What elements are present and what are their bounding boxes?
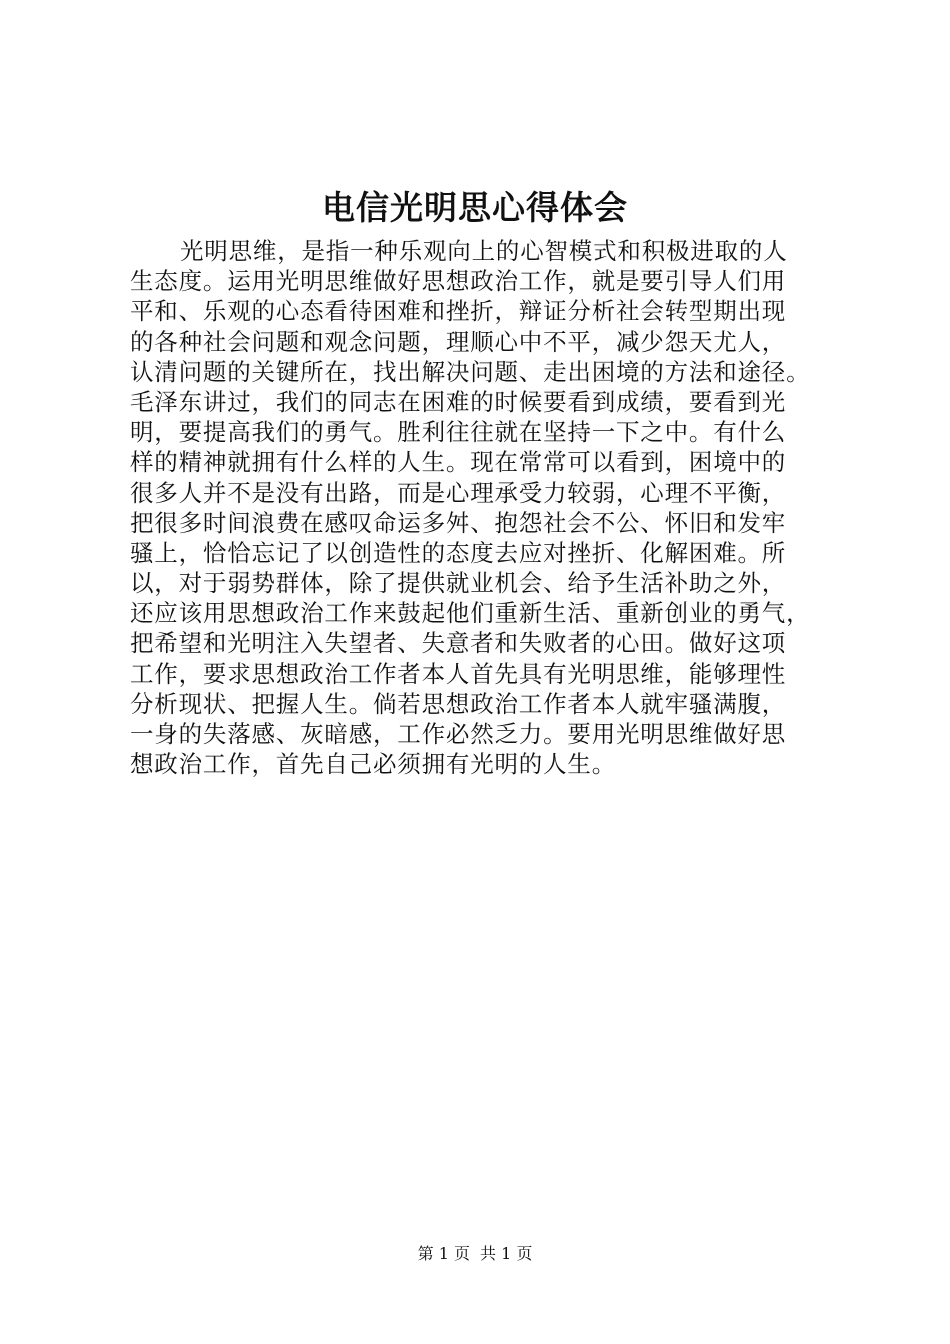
body-line: 还应该用思想政治工作来鼓起他们重新生活、重新创业的勇气， [130,599,811,628]
body-line: 平和、乐观的心态看待困难和挫折，辩证分析社会转型期出现 [130,297,787,326]
body-line: 骚上，恰恰忘记了以创造性的态度去应对挫折、化解困难。所 [130,538,787,567]
body-line: 把很多时间浪费在感叹命运多舛、抱怨社会不公、怀旧和发牢 [130,508,787,537]
body-line: 的各种社会问题和观念问题，理顺心中不平，减少怨天尤人， [130,327,787,356]
body-line: 光明思维，是指一种乐观向上的心智模式和积极进取的人 [180,237,788,265]
body-line: 毛泽东讲过，我们的同志在困难的时候要看到成绩，要看到光 [130,387,787,416]
body-line: 样的精神就拥有什么样的人生。现在常常可以看到，困境中的 [130,448,787,477]
body-line: 一身的失落感、灰暗感，工作必然乏力。要用光明思维做好思 [130,720,787,748]
body-line: 工作，要求思想政治工作者本人首先具有光明思维，能够理性 [130,659,787,688]
document-title: 电信光明思心得体会 [322,188,628,227]
page-total: 共 1 页 [480,1244,533,1263]
body-line: 以，对于弱势群体，除了提供就业机会、给予生活补助之外， [130,569,787,598]
body-line: 认清问题的关键所在，找出解决问题、走出困境的方法和途径。 [130,357,811,386]
body-line: 分析现状、把握人生。倘若思想政治工作者本人就牢骚满腹， [130,689,787,718]
body-line: 明，要提高我们的勇气。胜利往往就在坚持一下之中。有什么 [130,418,787,447]
body-line: 生态度。运用光明思维做好思想政治工作，就是要引导人们用 [130,267,787,296]
document-body [130,236,850,779]
body-line: 想政治工作，首先自己必须拥有光明的人生。 [130,750,616,779]
page-footer [0,1243,950,1265]
body-line: 把希望和光明注入失望者、失意者和失败者的心田。做好这项 [130,629,787,658]
body-line: 很多人并不是没有出路，而是心理承受力较弱，心理不平衡， [130,478,787,507]
page-number: 第 1 页 [417,1244,470,1263]
